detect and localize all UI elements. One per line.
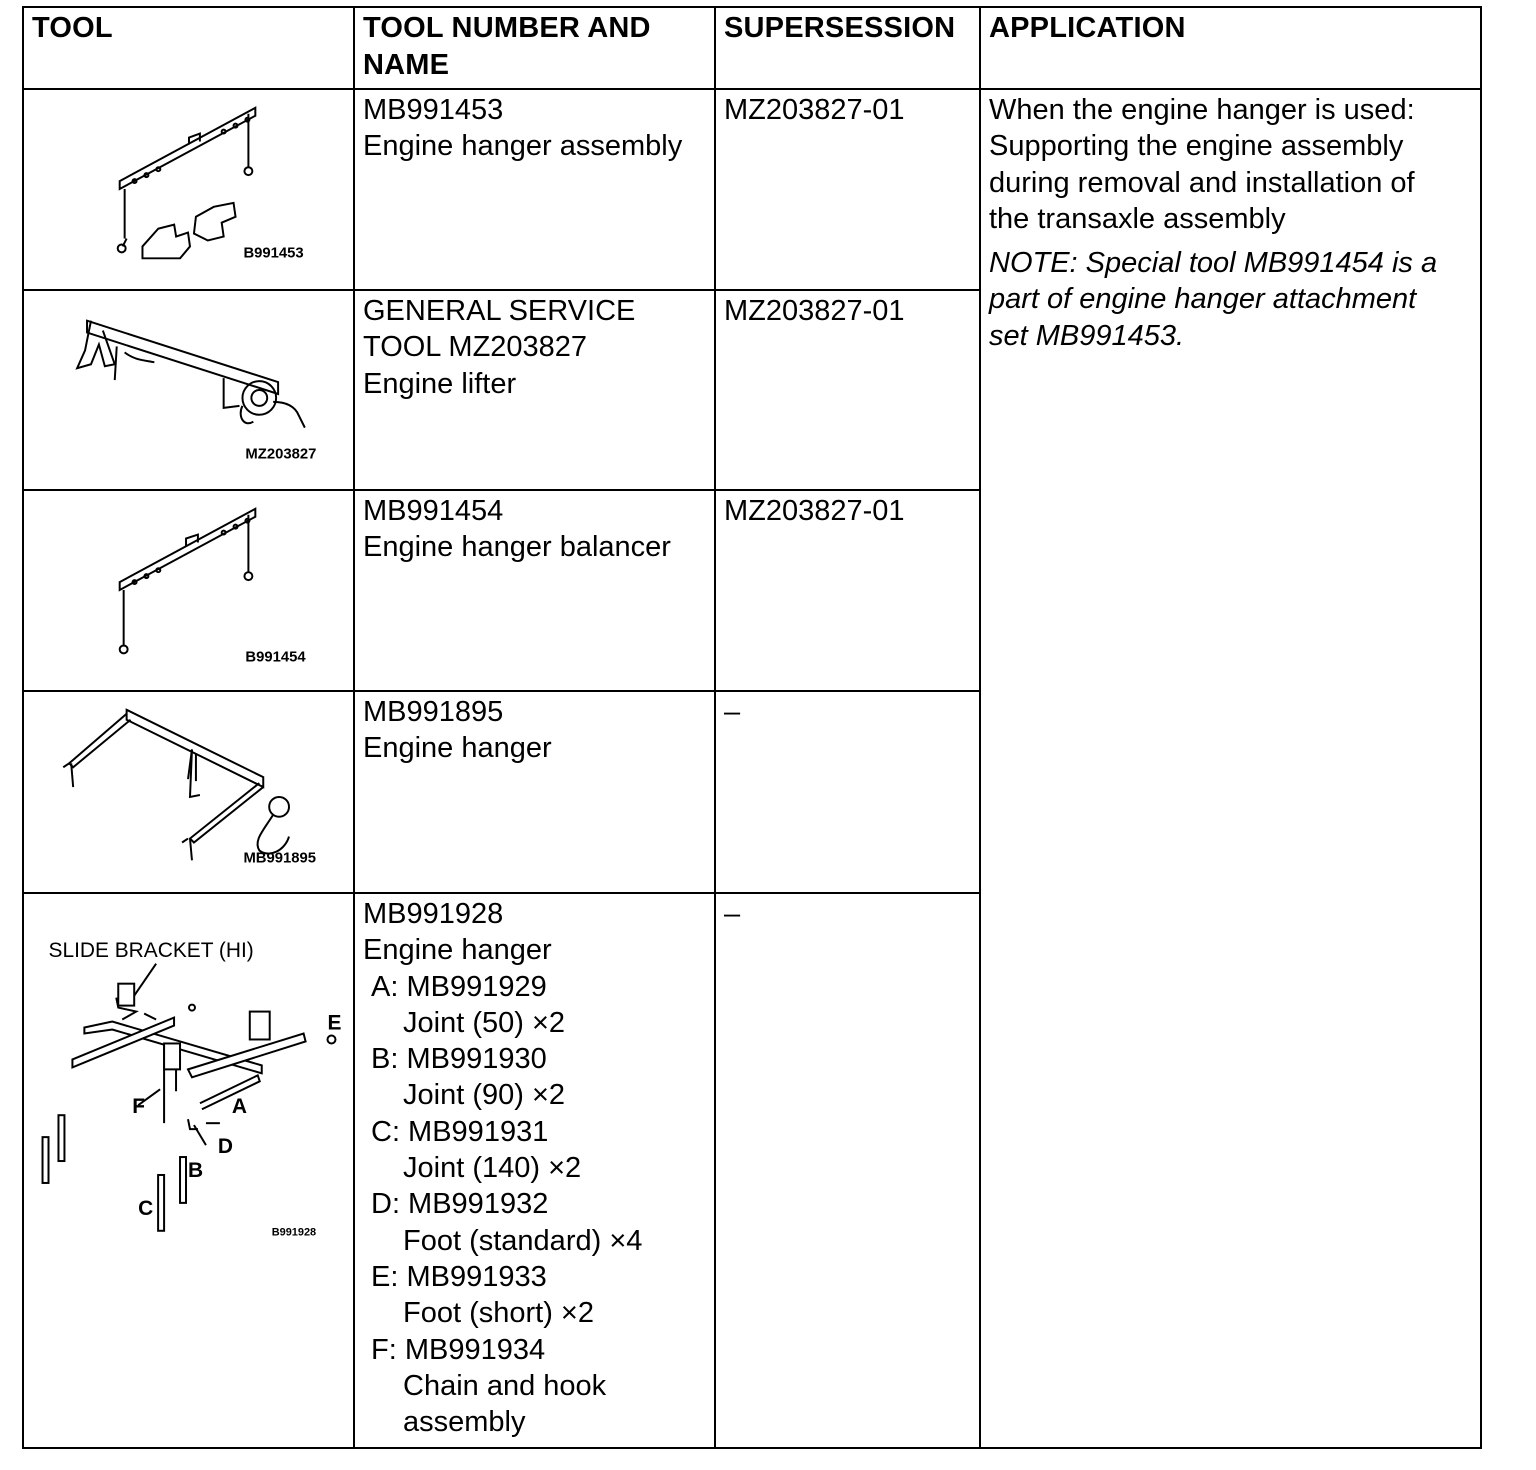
- special-tools-table: [22, 6, 1482, 1449]
- tool-name-cell: [354, 490, 715, 691]
- tool-name: Engine hanger: [363, 934, 552, 967]
- component-desc: assembly: [403, 1406, 526, 1439]
- tool-number: MB991454: [363, 495, 504, 527]
- component-desc: Joint (90) ×2: [403, 1079, 566, 1112]
- header-tool-number-and-name: [354, 7, 715, 89]
- tool-name: Engine hanger assembly: [363, 130, 683, 163]
- header-tool-number-line-1: TOOL NUMBER AND: [363, 12, 651, 44]
- tool-name-cell: [354, 290, 715, 490]
- header-tool-number-line-2: NAME: [363, 49, 450, 81]
- application-line: Supporting the engine assembly: [989, 130, 1404, 163]
- engine-hanger-figure: [24, 692, 354, 892]
- tool-name-cell: [354, 691, 715, 893]
- tool-figure-cell: [23, 89, 354, 290]
- figure-code-label: B991454: [245, 649, 306, 666]
- supersession-cell: [715, 691, 980, 893]
- supersession-cell: [715, 290, 980, 490]
- figure-letter-f: F: [132, 1095, 145, 1119]
- tool-figure-cell: [23, 893, 354, 1448]
- application-line: during removal and installation of: [989, 166, 1415, 199]
- component-desc: Foot (short) ×2: [403, 1297, 594, 1330]
- supersession-value: –: [724, 898, 741, 930]
- tool-number: MB991453: [363, 94, 504, 126]
- tool-figure-cell: [23, 490, 354, 691]
- engine-lifter-figure: [24, 291, 354, 489]
- table-row: [23, 89, 1481, 290]
- figure-letter-e: E: [327, 1011, 342, 1035]
- tool-number: MB991928: [363, 898, 504, 930]
- figure-code-label: B991928: [271, 1226, 317, 1239]
- header-supersession: SUPERSESSION: [715, 7, 980, 89]
- tool-name-cell: [354, 893, 715, 1448]
- supersession-cell: [715, 893, 980, 1448]
- tool-name-cell: [354, 89, 715, 290]
- supersession-value: MZ203827-01: [724, 295, 905, 327]
- application-line: the transaxle assembly: [989, 202, 1286, 235]
- figure-letter-b: B: [188, 1158, 204, 1182]
- slide-bracket-label: SLIDE BRACKET (HI): [48, 938, 254, 962]
- tool-name-line: TOOL MZ203827: [363, 331, 588, 364]
- supersession-cell: [715, 89, 980, 290]
- component-code: C: MB991931: [371, 1115, 549, 1148]
- application-line: When the engine hanger is used:: [989, 94, 1415, 126]
- application-note-line: part of engine hanger attachment: [989, 283, 1417, 316]
- tool-name: Engine hanger: [363, 732, 552, 765]
- engine-hanger-assembly-figure: [24, 90, 354, 289]
- engine-hanger-balancer-figure: [24, 491, 354, 690]
- tool-name: Engine hanger balancer: [363, 531, 671, 564]
- application-note-line: NOTE: Special tool MB991454 is a: [989, 247, 1438, 280]
- header-row: [23, 7, 1481, 89]
- figure-code-label: MB991895: [243, 850, 317, 867]
- component-desc: Chain and hook: [403, 1369, 607, 1402]
- tool-name-line: Engine lifter: [363, 367, 517, 400]
- supersession-value: MZ203827-01: [724, 94, 905, 126]
- component-code: D: MB991932: [371, 1188, 549, 1221]
- application-cell: [980, 89, 1481, 1448]
- component-code: A: MB991929: [371, 970, 547, 1003]
- supersession-value: –: [724, 696, 741, 728]
- tool-number: MB991895: [363, 696, 504, 728]
- component-code: B: MB991930: [371, 1043, 547, 1076]
- figure-code-label: MZ203827: [245, 446, 317, 463]
- header-application: APPLICATION: [980, 7, 1481, 89]
- component-code: F: MB991934: [371, 1333, 546, 1366]
- tool-name-line: GENERAL SERVICE: [363, 295, 636, 327]
- engine-hanger-kit-figure: [24, 894, 354, 1447]
- figure-letter-a: A: [231, 1095, 247, 1119]
- tool-figure-cell: [23, 290, 354, 490]
- supersession-value: MZ203827-01: [724, 495, 905, 527]
- component-code: E: MB991933: [371, 1260, 547, 1293]
- figure-code-label: B991453: [243, 245, 304, 262]
- supersession-cell: [715, 490, 980, 691]
- component-desc: Foot (standard) ×4: [403, 1224, 643, 1257]
- component-desc: Joint (50) ×2: [403, 1006, 566, 1039]
- figure-letter-d: D: [217, 1135, 234, 1159]
- application-note-line: set MB991453.: [989, 319, 1185, 352]
- header-tool: TOOL: [23, 7, 354, 89]
- figure-letter-c: C: [138, 1196, 154, 1220]
- component-desc: Joint (140) ×2: [403, 1152, 582, 1185]
- tool-figure-cell: [23, 691, 354, 893]
